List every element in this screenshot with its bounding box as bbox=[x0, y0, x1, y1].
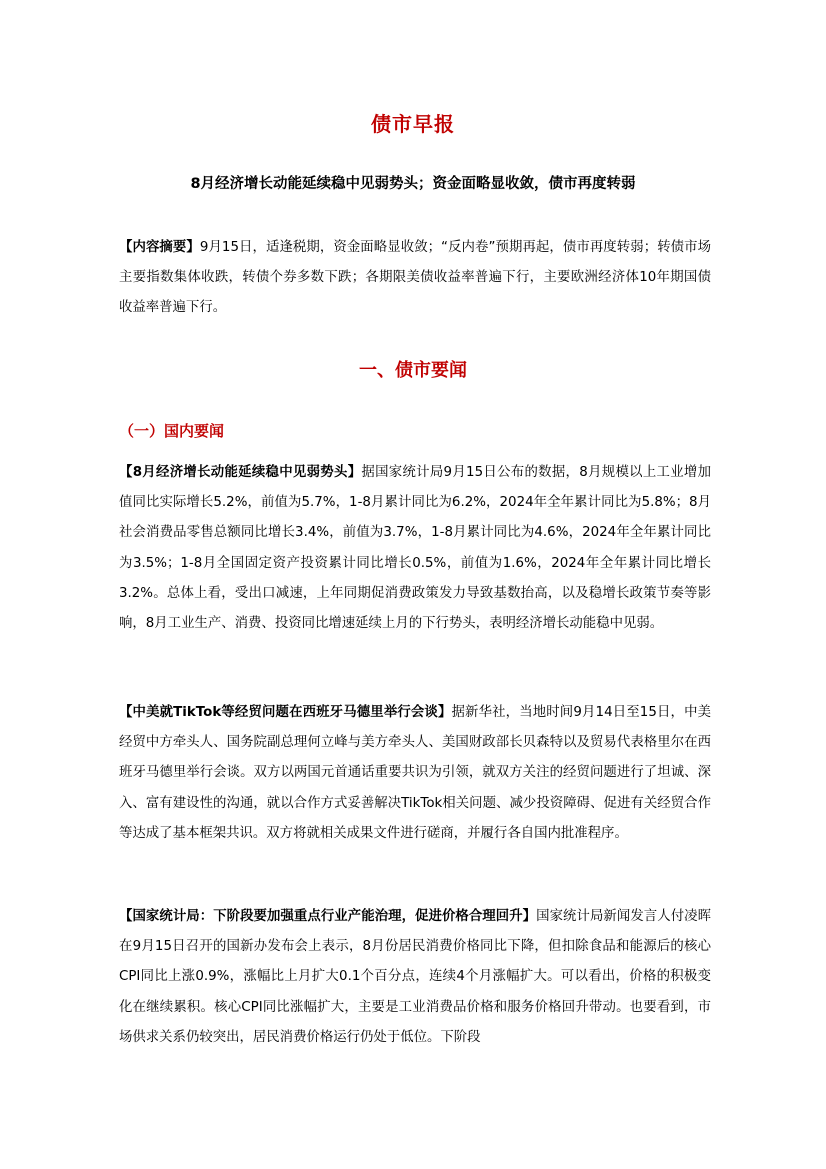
news-item bbox=[119, 902, 711, 1053]
document-title: 债市早报 bbox=[371, 112, 455, 136]
news-item-lead: 【国家统计局：下阶段要加强重点行业产能治理，促进价格合理回升】 bbox=[119, 909, 537, 924]
news-item bbox=[119, 458, 711, 639]
news-item-lead: 【8月经济增长动能延续稳中见弱势头】 bbox=[119, 465, 362, 480]
document-subtitle: 8月经济增长动能延续稳中见弱势头；资金面略显收敛，债市再度转弱 bbox=[190, 176, 636, 192]
news-item-text: 据新华社，当地时间9月14日至15日，中美经贸中方牵头人、国务院副总理何立峰与美方牵头人、美国财政部长贝森特以及贸易代表格里尔在西班牙马德里举行会谈。双方以两国元首通话重要共识为引领，就双方关注的经贸问题进行了坦诚、深入、富有建设性的沟通，就以合作方式妥善解决TikTok相关问题、减少投资障碍、促进有关经贸合作等达成了基本框架共识。双方将就相关成果文件进行磋商，并履行各自国内批准程序。 bbox=[119, 705, 711, 841]
news-item-text: 据国家统计局9月15日公布的数据，8月规模以上工业增加值同比实际增长5.2%，前值为5.7%，1-8月累计同比为6.2%，2024年全年累计同比为5.8%；8月社会消费品零售总额同比增长3.4%，前值为3.7%，1-8月累计同比为4.6%，2024年全年累计同比为3.5%；1-8月全国固定资产投资累计同比增长0.5%，前值为1.6%，2024年全年累计同比增长 3.2%。总体上看，受出口减速，上年同期促消费政策发力导致基数抬高，以及稳增长政策节奏等影响，8月工业生产、消费、投资同比增速延续上月的下行势头，表明经济增长动能稳中见弱。 bbox=[119, 465, 711, 632]
summary-paragraph bbox=[119, 233, 711, 324]
section-title: 一、债市要闻 bbox=[359, 360, 467, 381]
summary-text: 9月15日，适逢税期，资金面略显收敛；“反内卷”预期再起，债市再度转弱；转债市场主要指数集体收跌，转债个券多数下跌；各期限美债收益率普遍下行，主要欧洲经济体10年期国债收益率普遍下行。 bbox=[119, 240, 711, 316]
news-item-lead: 【中美就TikTok等经贸问题在西班牙马德里举行会谈】 bbox=[119, 705, 452, 720]
subsection-title: （一）国内要闻 bbox=[119, 422, 225, 440]
news-item bbox=[119, 698, 711, 849]
news-item-text: 国家统计局新闻发言人付凌晖在9月15日召开的国新办发布会上表示，8月份居民消费价格同比下降，但扣除食品和能源后的核心CPI同比上涨0.9%，涨幅比上月扩大0.1个百分点，连续4个月涨幅扩大。可以看出，价格的积极变化在继续累积。核心CPI同比涨幅扩大，主要是工业消费品价格和服务价格回升带动。也要看到，市场供求关系仍较突出，居民消费价格运行仍处于低位。下阶段 bbox=[119, 909, 712, 1045]
summary-lead: 【内容摘要】 bbox=[119, 240, 200, 255]
